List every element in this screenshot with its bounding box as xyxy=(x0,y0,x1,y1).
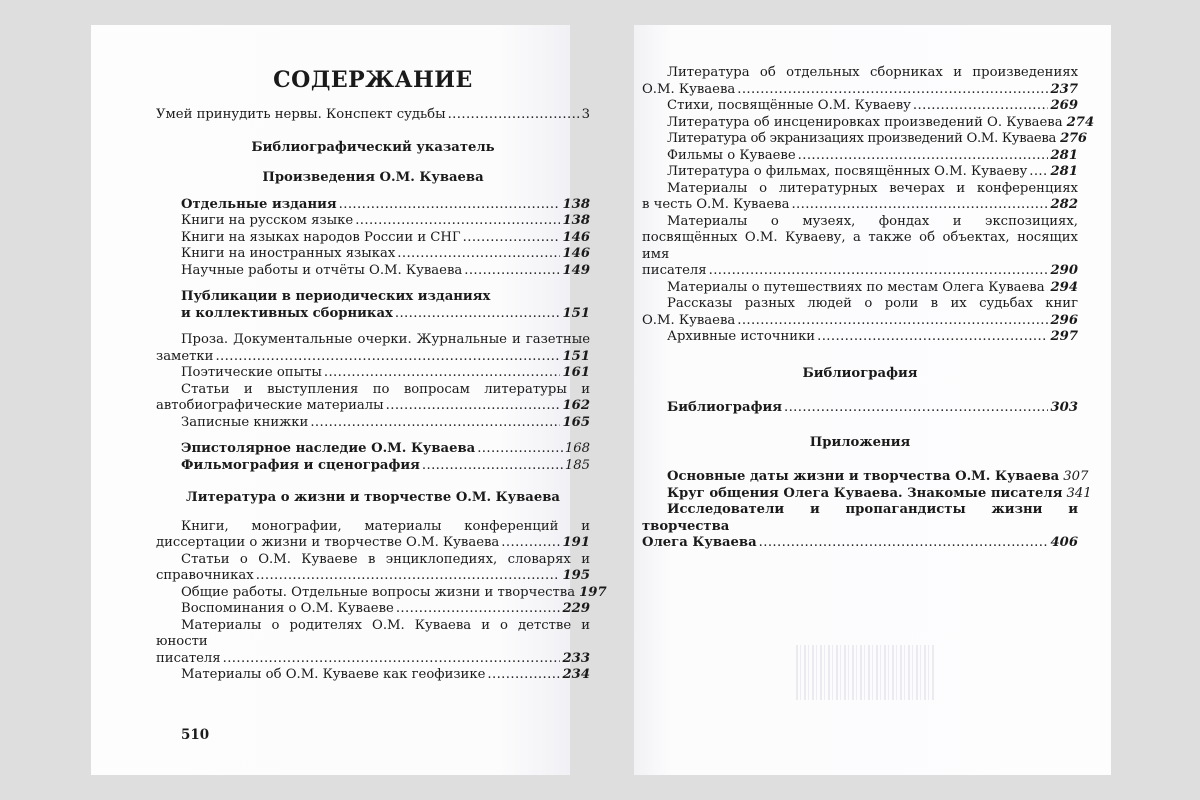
dot-leader xyxy=(1029,164,1048,181)
toc-entry xyxy=(642,400,1078,417)
entry-page: 303 xyxy=(1050,400,1078,415)
entry-page: 151 xyxy=(562,348,590,364)
section-heading: Библиография xyxy=(802,365,918,381)
entry-label: Библиография xyxy=(667,400,782,415)
toc-entry xyxy=(642,114,1095,132)
entry-label: Материалы о музеях, фондах и экспозициях, xyxy=(667,213,1078,229)
entry-page: 165 xyxy=(562,414,590,430)
dot-leader xyxy=(501,535,560,552)
toc-entry xyxy=(642,65,1078,98)
entry-label: заметки xyxy=(156,348,214,364)
toc-entry xyxy=(642,164,1078,181)
entry-label: Стихи, посвящённые О.М. Куваеву xyxy=(667,98,911,113)
section-heading: Библиографический указатель xyxy=(251,139,495,155)
entry-label: писателя xyxy=(642,263,707,278)
entry-page: 281 xyxy=(1050,164,1078,179)
entry-label: Круг общения Олега Куваева. Знакомые писателя xyxy=(667,485,1063,501)
entry-page: 191 xyxy=(562,535,590,550)
entry-label: Литература об экранизациях произведений О.М. Куваева xyxy=(667,131,1057,146)
dot-leader xyxy=(817,329,1048,346)
entry-page: 146 xyxy=(562,246,590,261)
entry-page: 307 xyxy=(1063,469,1089,484)
dot-leader xyxy=(339,197,561,214)
entry-page: 274 xyxy=(1066,114,1095,130)
dot-leader xyxy=(487,667,560,684)
entry-label: Материалы о путешествиях по местам Олега Куваева xyxy=(667,279,1045,295)
entry-page: 138 xyxy=(562,196,590,212)
page-number: 510 xyxy=(181,727,210,743)
dot-leader xyxy=(386,398,561,415)
entry-label: Фильмография и сценография xyxy=(181,457,420,473)
entry-label: Поэтические опыты xyxy=(181,365,322,380)
toc-entry xyxy=(156,365,590,382)
toc-entry xyxy=(642,485,1092,503)
toc-entry xyxy=(156,213,590,230)
entry-label: Литература о фильмах, посвящённых О.М. Куваеву xyxy=(667,164,1028,179)
toc-entry xyxy=(642,296,1078,329)
entry-page: 294 xyxy=(1050,279,1078,295)
toc-entry xyxy=(156,519,590,552)
toc-entry xyxy=(156,458,590,475)
section-heading: Литература о жизни и творчестве О.М. Куваева xyxy=(186,490,560,505)
entry-page: 195 xyxy=(562,568,590,583)
entry-page: 185 xyxy=(564,457,590,473)
toc-entry xyxy=(642,98,1078,115)
entry-label: Книги, монографии, материалы конференций и xyxy=(181,518,590,534)
entry-page: 146 xyxy=(562,229,590,245)
dot-leader xyxy=(310,415,560,432)
entry-label: Исследователи и пропагандисты жизни и творчества xyxy=(642,502,1078,534)
toc-entry xyxy=(156,332,590,365)
entry-page: 281 xyxy=(1050,147,1078,163)
toc-left-column xyxy=(156,67,607,684)
entry-page: 138 xyxy=(562,213,590,228)
toc-entry xyxy=(156,197,590,214)
dot-leader xyxy=(464,263,560,280)
entry-label: в честь О.М. Куваева xyxy=(642,197,790,212)
toc-entry xyxy=(156,263,590,280)
entry-page: 406 xyxy=(1050,535,1078,550)
toc-entry xyxy=(156,246,590,263)
toc-title: СОДЕРЖАНИЕ xyxy=(273,67,473,93)
toc-entry xyxy=(642,469,1089,486)
entry-label: Фильмы о Куваеве xyxy=(667,147,796,163)
toc-entry xyxy=(156,107,590,124)
entry-page: 3 xyxy=(581,107,590,122)
entry-label: Книги на русском языке xyxy=(181,213,354,228)
left-page xyxy=(91,25,607,775)
toc-entry xyxy=(156,306,590,323)
toc-entry xyxy=(156,415,590,432)
entry-label: О.М. Куваева xyxy=(642,81,736,97)
entry-label: Публикации в периодических изданиях xyxy=(181,289,491,304)
dot-leader xyxy=(1047,280,1049,297)
toc-entry xyxy=(156,382,590,415)
dot-leader xyxy=(397,246,560,263)
entry-label: посвящённых О.М. Куваеву, а также об объектах, носящих имя xyxy=(642,230,1078,262)
entry-page: 233 xyxy=(562,650,590,666)
toc-entry xyxy=(642,502,1078,552)
entry-page: 229 xyxy=(562,601,590,616)
entry-page: 149 xyxy=(562,262,590,278)
section-heading: Приложения xyxy=(809,434,911,450)
entry-label: Статьи и выступления по вопросам литературы и xyxy=(181,381,590,397)
entry-label: Воспоминания о О.М. Куваеве xyxy=(181,601,394,616)
dot-leader xyxy=(737,313,1048,330)
dot-leader xyxy=(791,197,1048,214)
section-heading: Произведения О.М. Куваева xyxy=(262,170,484,185)
entry-page: 341 xyxy=(1066,485,1092,501)
entry-label: Материалы об О.М. Куваеве как геофизике xyxy=(181,667,486,682)
entry-label: О.М. Куваева xyxy=(642,312,736,328)
dot-leader xyxy=(324,365,561,382)
toc-entry xyxy=(156,441,590,458)
entry-page: 297 xyxy=(1050,329,1078,344)
entry-label: Материалы о литературных вечерах и конференциях xyxy=(667,180,1078,196)
entry-page: 290 xyxy=(1050,263,1078,278)
toc-entry xyxy=(642,280,1078,297)
toc-entry xyxy=(156,230,590,247)
toc-entry xyxy=(156,667,590,684)
entry-label: Литература об отдельных сборниках и произведениях xyxy=(667,65,1078,80)
toc-entry xyxy=(642,181,1078,214)
toc-entry xyxy=(642,214,1078,280)
toc-entry xyxy=(642,148,1078,165)
entry-label: писателя xyxy=(156,650,221,666)
dot-leader xyxy=(448,107,580,124)
dot-leader xyxy=(463,230,561,247)
entry-label: Статьи о О.М. Куваеве в энциклопедиях, словарях и xyxy=(181,551,590,567)
dot-leader xyxy=(215,349,560,366)
entry-label: Архивные источники xyxy=(667,329,816,344)
entry-label: Материалы о родителях О.М. Куваева и о детстве и юности xyxy=(156,617,590,649)
dot-leader xyxy=(477,441,563,458)
dot-leader xyxy=(759,535,1049,552)
toc-entry xyxy=(156,618,590,668)
entry-page: 237 xyxy=(1050,81,1078,97)
dot-leader xyxy=(223,651,561,668)
dot-leader xyxy=(396,601,561,618)
dot-leader xyxy=(355,213,560,230)
entry-page: 161 xyxy=(562,365,590,380)
toc-entry xyxy=(642,131,1087,148)
entry-page: 296 xyxy=(1050,312,1078,328)
entry-label: Научные работы и отчёты О.М. Куваева xyxy=(181,262,463,278)
entry-page: 282 xyxy=(1050,197,1078,212)
dot-leader xyxy=(709,263,1049,280)
entry-label: автобиографические материалы xyxy=(156,398,384,413)
entry-label: Записные книжки xyxy=(181,414,309,430)
entry-label: Книги на языках народов России и СНГ xyxy=(181,229,461,245)
entry-page: 197 xyxy=(579,584,607,600)
entry-label: диссертации о жизни и творчестве О.М. Куваева xyxy=(156,535,500,550)
entry-label: справочниках xyxy=(156,568,254,583)
entry-page: 234 xyxy=(562,667,590,682)
dot-leader xyxy=(784,400,1048,417)
toc-entry xyxy=(156,584,607,602)
toc-entry xyxy=(642,329,1078,346)
entry-label: Рассказы разных людей о роли в их судьбах книг xyxy=(667,296,1078,311)
barcode-showthrough xyxy=(796,645,936,700)
entry-label: и коллективных сборниках xyxy=(181,305,393,321)
dot-leader xyxy=(737,82,1048,99)
dot-leader xyxy=(422,458,563,475)
toc-entry xyxy=(156,601,590,618)
entry-page: 276 xyxy=(1060,131,1087,146)
dot-leader xyxy=(798,148,1049,165)
entry-label: Общие работы. Отдельные вопросы жизни и творчества xyxy=(181,584,576,600)
entry-page: 269 xyxy=(1050,98,1078,113)
toc-entry xyxy=(156,552,590,585)
entry-label: Отдельные издания xyxy=(181,196,337,212)
entry-page: 151 xyxy=(562,305,590,321)
dot-leader xyxy=(913,98,1049,115)
entry-label: Книги на иностранных языках xyxy=(181,246,396,261)
entry-page: 168 xyxy=(564,441,590,456)
toc-right-column xyxy=(642,65,1095,552)
entry-label: Проза. Документальные очерки. Журнальные и газетные xyxy=(181,332,590,347)
entry-label: Литература об инсценировках произведений О. Куваева xyxy=(667,114,1063,130)
entry-label: Основные даты жизни и творчества О.М. Куваева xyxy=(667,469,1060,484)
entry-label: Эпистолярное наследие О.М. Куваева xyxy=(181,441,476,456)
dot-leader xyxy=(256,568,561,585)
entry-label: Олега Куваева xyxy=(642,535,757,550)
dot-leader xyxy=(395,306,561,323)
entry-label: Умей принудить нервы. Конспект судьбы xyxy=(156,107,446,122)
entry-page: 162 xyxy=(562,398,590,413)
